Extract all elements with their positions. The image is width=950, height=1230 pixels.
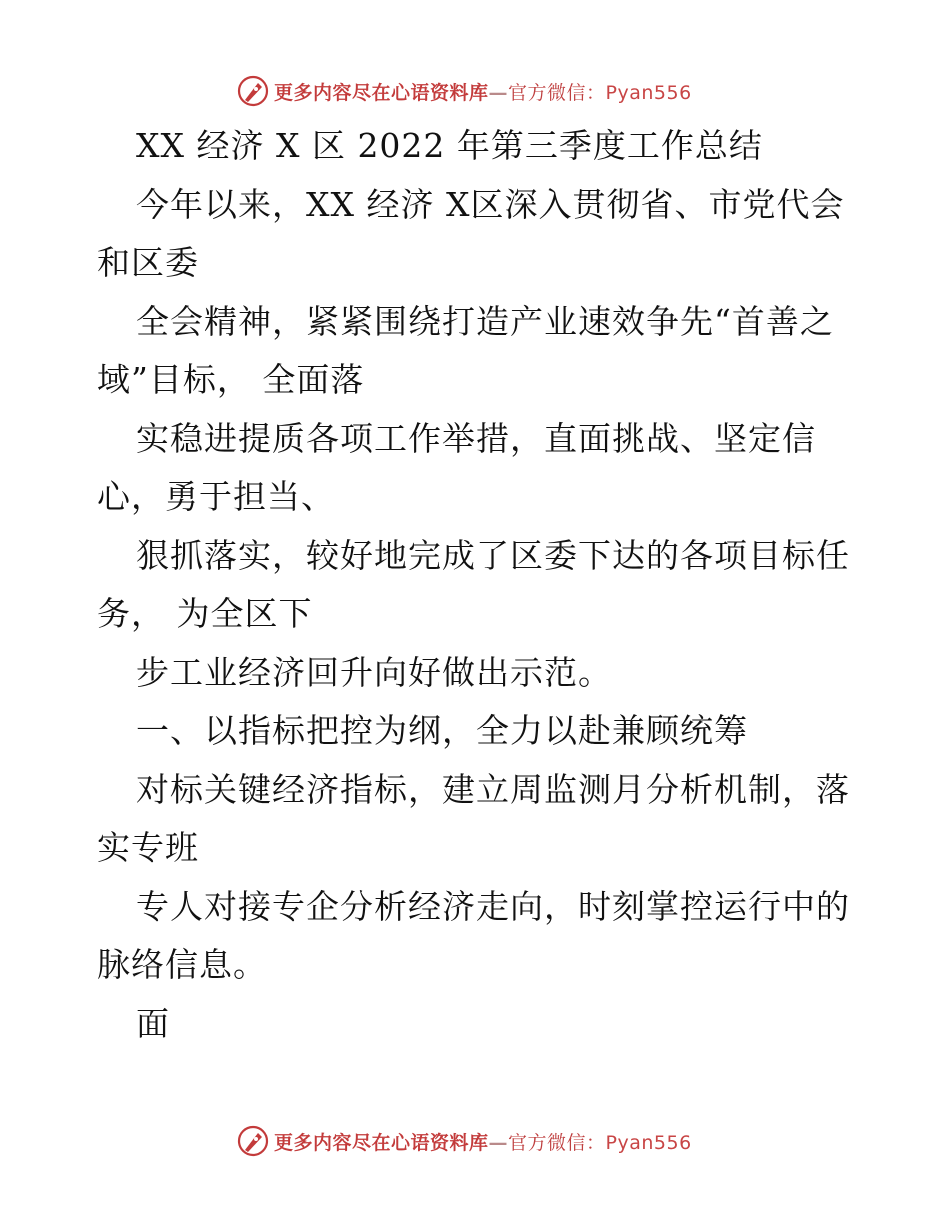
- paragraph-line: 脉络信息。: [97, 945, 267, 984]
- section-heading: 一、以指标把控为纲，全力以赴兼顾统筹: [136, 711, 748, 750]
- watermark-site-text: 更多内容尽在心语资料库: [274, 81, 489, 104]
- watermark-dash: —: [488, 1131, 509, 1154]
- paragraph-line: 心，勇于担当、: [97, 477, 335, 516]
- watermark-label: 官方微信：: [508, 81, 606, 104]
- watermark-text: [274, 78, 692, 105]
- header-watermark: [236, 74, 692, 108]
- paragraph-line: 狠抓落实，较好地完成了区委下达的各项目标任: [136, 536, 850, 575]
- pen-nib-logo-icon: [236, 74, 270, 108]
- paragraph-line: 实专班: [97, 828, 199, 867]
- paragraph-line: 面: [136, 1004, 170, 1043]
- footer-watermark: [236, 1124, 692, 1158]
- watermark-site-text: 更多内容尽在心语资料库: [274, 1131, 489, 1154]
- watermark-label: 官方微信：: [508, 1131, 606, 1154]
- paragraph-line: 今年以来，XX 经济 X区深入贯彻省、市党代会: [136, 185, 845, 224]
- paragraph-line: 和区委: [97, 243, 199, 282]
- pen-nib-logo-icon: [236, 1124, 270, 1158]
- watermark-dash: —: [488, 81, 509, 104]
- paragraph-line: 全会精神，紧紧围绕打造产业速效争先“首善之: [136, 302, 834, 341]
- paragraph-line: 域”目标， 全面落: [97, 360, 365, 399]
- paragraph-line: 务， 为全区下: [97, 594, 313, 633]
- watermark-text: [274, 1128, 692, 1155]
- paragraph-line: 对标关键经济指标，建立周监测月分析机制，落: [136, 770, 850, 809]
- watermark-wechat-id: Pyan556: [605, 1131, 692, 1154]
- watermark-wechat-id: Pyan556: [605, 81, 692, 104]
- paragraph-line: 步工业经济回升向好做出示范。: [136, 653, 612, 692]
- document-title: XX 经济 X 区 2022 年第三季度工作总结: [136, 126, 763, 165]
- paragraph-line: 专人对接专企分析经济走向，时刻掌控运行中的: [136, 887, 850, 926]
- paragraph-line: 实稳进提质各项工作举措，直面挑战、坚定信: [136, 419, 816, 458]
